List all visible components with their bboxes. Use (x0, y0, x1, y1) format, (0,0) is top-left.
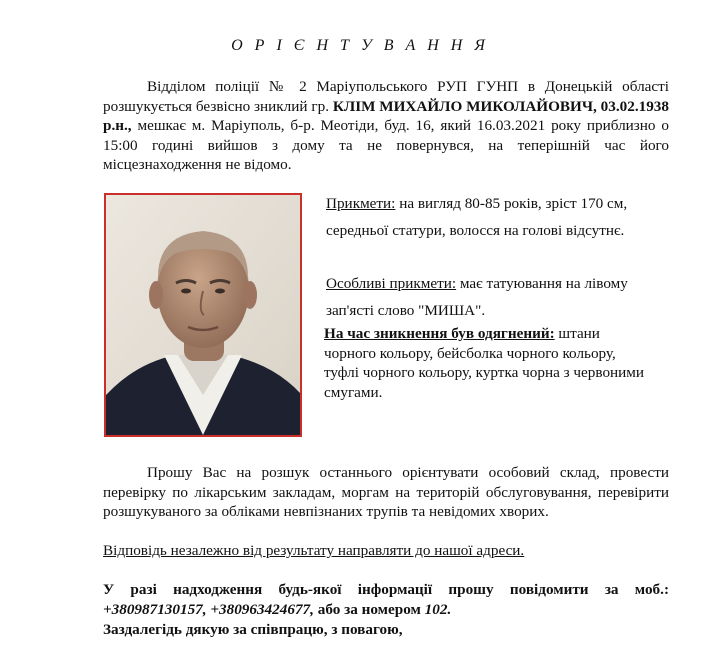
missing-person-photo (104, 193, 302, 437)
contact-text: У разі надходження будь-якої інформації прошу повідомити за моб.: (103, 581, 669, 598)
special-signs-section (326, 270, 671, 324)
contact-paragraph (103, 580, 669, 619)
special-signs-label: Особливі прикмети: (326, 275, 457, 292)
document-title: О Р І Є Н Т У В А Н Н Я (231, 37, 489, 54)
clothes-section (324, 324, 654, 402)
signs-label: Прикмети: (326, 195, 396, 212)
closing-line: Заздалегідь дякую за співпрацю, з повагою, (103, 621, 403, 638)
emergency-number: 102. (424, 600, 452, 618)
contact-or: або за номером (313, 600, 425, 618)
request-paragraph: Прошу Вас на розшук останнього орієнтувати особовий склад, провести перевірку по лікарським закладам, моргам на територій обслуговування, перевірити розшукуваного за обліками невпізнаних трупів та невідомих хворих. (103, 464, 669, 521)
portrait-image (106, 195, 300, 435)
special-signs-text: має татуювання на лівому зап'ясті слово "МИША". (326, 275, 628, 319)
phone-numbers: +380987130157, +380963424677, (103, 600, 314, 618)
clothes-text: штани чорного кольору, бейсболка чорного кольору, туфлі чорного кольору, куртка чорна з червоними смугами. (324, 325, 645, 401)
intro-text: Відділом поліції № 2 Маріупольського РУП ГУНП в Донецькій області розшукується безвісно зниклий гр. (103, 78, 669, 115)
intro-paragraph (103, 77, 669, 175)
intro-details: мешкає м. Маріуполь, б-р. Меотіди, буд. 16, який 16.03.2021 року приблизно о 15:00 годині вийшов з дому та не повернувся, на теперішній час його місцезнаходження не відомо. (103, 117, 669, 174)
signs-text: на вигляд 80-85 років, зріст 170 см, середньої статури, волосся на голові відсутнє. (326, 195, 628, 239)
clothes-label: На час зникнення був одягнений: (324, 325, 555, 342)
answer-note: Відповідь незалежно від результату направляти до нашої адреси. (103, 542, 525, 559)
missing-person-name: КЛІМ МИХАЙЛО МИКОЛАЙОВИЧ, 03.02.1938 р.н., (103, 97, 669, 135)
signs-section (326, 190, 671, 244)
